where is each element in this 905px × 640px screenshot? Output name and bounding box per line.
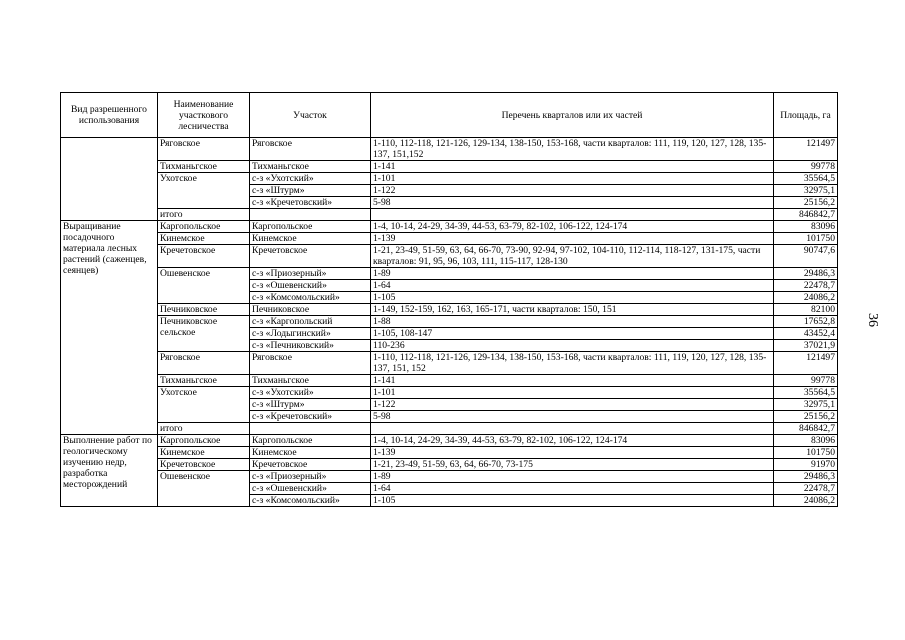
cell-site: с-з «Ошевенский» <box>250 483 371 495</box>
cell-area: 29486,3 <box>774 471 838 483</box>
cell-quarters: 1-139 <box>371 447 774 459</box>
cell-forestry: Кинемское <box>158 447 250 459</box>
cell-area: 121497 <box>774 352 838 375</box>
cell-area: 91970 <box>774 459 838 471</box>
cell-area: 82100 <box>774 304 838 316</box>
cell-site: Тихманьгское <box>250 375 371 387</box>
header-use-type: Вид разрешенного использования <box>61 93 158 138</box>
cell-forestry: Ошевенское <box>158 268 250 304</box>
cell-site: с-з «Ухотский» <box>250 387 371 399</box>
table-row <box>61 173 838 185</box>
cell-forestry: Печниковское <box>158 304 250 316</box>
cell-quarters: 1-139 <box>371 233 774 245</box>
cell-area: 25156,2 <box>774 411 838 423</box>
cell-use-type: Выполнение работ по геологическому изучению недр, разработка месторождений <box>61 435 158 507</box>
header-forestry: Наименование участкового лесничества <box>158 93 250 138</box>
cell-quarters <box>371 423 774 435</box>
cell-site: Печниковское <box>250 304 371 316</box>
cell-area: 37021,9 <box>774 340 838 352</box>
cell-quarters: 1-141 <box>371 375 774 387</box>
cell-area: 99778 <box>774 375 838 387</box>
cell-total-label: итого <box>158 423 250 435</box>
cell-area: 83096 <box>774 221 838 233</box>
cell-area: 90747,6 <box>774 245 838 268</box>
cell-quarters: 1-122 <box>371 399 774 411</box>
cell-area: 43452,4 <box>774 328 838 340</box>
cell-site: с-з «Приозерный» <box>250 268 371 280</box>
table-row <box>61 233 838 245</box>
cell-quarters: 1-110, 112-118, 121-126, 129-134, 138-150, 153-168, части кварталов: 111, 119, 120, 127, 128, 135-137, 151, 152 <box>371 352 774 375</box>
cell-area: 32975,1 <box>774 399 838 411</box>
total-row <box>61 209 838 221</box>
cell-site: Каргопольское <box>250 221 371 233</box>
cell-site: с-з «Печниковский» <box>250 340 371 352</box>
cell-area: 99778 <box>774 161 838 173</box>
table-row <box>61 435 838 447</box>
cell-quarters: 1-89 <box>371 268 774 280</box>
forest-quarters-table <box>60 92 838 507</box>
cell-site: Каргопольское <box>250 435 371 447</box>
cell-site: с-з «Штурм» <box>250 185 371 197</box>
table-row <box>61 138 838 161</box>
cell-area: 17652,8 <box>774 316 838 328</box>
cell-quarters: 1-4, 10-14, 24-29, 34-39, 44-53, 63-79, 82-102, 106-122, 124-174 <box>371 435 774 447</box>
cell-forestry: Печниковское сельское <box>158 316 250 352</box>
cell-area: 24086,2 <box>774 292 838 304</box>
cell-forestry: Каргопольское <box>158 221 250 233</box>
cell-site: Тихманьгское <box>250 161 371 173</box>
cell-site: с-з «Комсомольский» <box>250 495 371 507</box>
cell-site: Ряговское <box>250 352 371 375</box>
header-quarters: Перечень кварталов или их частей <box>371 93 774 138</box>
cell-quarters: 1-88 <box>371 316 774 328</box>
cell-area: 24086,2 <box>774 495 838 507</box>
total-row <box>61 423 838 435</box>
cell-site: Кречетовское <box>250 459 371 471</box>
cell-quarters: 1-149, 152-159, 162, 163, 165-171, части кварталов: 150, 151 <box>371 304 774 316</box>
cell-site: Кречетовское <box>250 245 371 268</box>
table-row <box>61 245 838 268</box>
cell-total-area: 846842,7 <box>774 423 838 435</box>
cell-forestry: Тихманьгское <box>158 375 250 387</box>
cell-area: 22478,7 <box>774 280 838 292</box>
cell-area: 22478,7 <box>774 483 838 495</box>
cell-quarters: 1-64 <box>371 483 774 495</box>
table-row <box>61 161 838 173</box>
cell-forestry: Каргопольское <box>158 435 250 447</box>
cell-quarters: 110-236 <box>371 340 774 352</box>
cell-total-area: 846842,7 <box>774 209 838 221</box>
table-row <box>61 447 838 459</box>
header-site: Участок <box>250 93 371 138</box>
cell-site: с-з «Ошевенский» <box>250 280 371 292</box>
cell-quarters: 1-122 <box>371 185 774 197</box>
table-row <box>61 387 838 399</box>
cell-quarters: 1-105 <box>371 495 774 507</box>
cell-site: с-з «Ухотский» <box>250 173 371 185</box>
cell-site: Ряговское <box>250 138 371 161</box>
cell-site: с-з «Кречетовский» <box>250 411 371 423</box>
table-row <box>61 304 838 316</box>
cell-area: 121497 <box>774 138 838 161</box>
cell-area: 35564,5 <box>774 387 838 399</box>
cell-site: с-з «Штурм» <box>250 399 371 411</box>
cell-site: с-з «Приозерный» <box>250 471 371 483</box>
cell-forestry: Кречетовское <box>158 245 250 268</box>
table-row <box>61 459 838 471</box>
table-row <box>61 316 838 328</box>
table-row <box>61 221 838 233</box>
cell-site: с-з «Кречетовский» <box>250 197 371 209</box>
header-area: Площадь, га <box>774 93 838 138</box>
cell-area: 83096 <box>774 435 838 447</box>
cell-area: 29486,3 <box>774 268 838 280</box>
cell-quarters: 1-141 <box>371 161 774 173</box>
cell-site: с-з «Лодыгинский» <box>250 328 371 340</box>
cell-quarters: 1-64 <box>371 280 774 292</box>
table-header-row <box>61 93 838 138</box>
cell-forestry: Ошевенское <box>158 471 250 507</box>
cell-site <box>250 423 371 435</box>
table-row <box>61 268 838 280</box>
cell-quarters: 1-110, 112-118, 121-126, 129-134, 138-150, 153-168, части кварталов: 111, 119, 120, 127, 128, 135-137, 151,152 <box>371 138 774 161</box>
cell-quarters: 1-101 <box>371 173 774 185</box>
cell-total-label: итого <box>158 209 250 221</box>
table-row <box>61 471 838 483</box>
cell-site: Кинемское <box>250 233 371 245</box>
cell-quarters: 5-98 <box>371 197 774 209</box>
cell-quarters: 5-98 <box>371 411 774 423</box>
cell-forestry: Кинемское <box>158 233 250 245</box>
cell-area: 101750 <box>774 447 838 459</box>
cell-quarters: 1-4, 10-14, 24-29, 34-39, 44-53, 63-79, 82-102, 106-122, 124-174 <box>371 221 774 233</box>
cell-quarters: 1-89 <box>371 471 774 483</box>
cell-forestry: Тихманьгское <box>158 161 250 173</box>
cell-area: 25156,2 <box>774 197 838 209</box>
cell-site <box>250 209 371 221</box>
cell-site: с-з «Комсомольский» <box>250 292 371 304</box>
table-row <box>61 352 838 375</box>
cell-quarters: 1-105 <box>371 292 774 304</box>
cell-forestry: Кречетовское <box>158 459 250 471</box>
cell-area: 101750 <box>774 233 838 245</box>
cell-forestry: Ряговское <box>158 352 250 375</box>
table-row <box>61 375 838 387</box>
page-number: 36 <box>865 313 880 327</box>
cell-use-type <box>61 138 158 221</box>
cell-quarters: 1-21, 23-49, 51-59, 63, 64, 66-70, 73-175 <box>371 459 774 471</box>
cell-site: Кинемское <box>250 447 371 459</box>
cell-quarters <box>371 209 774 221</box>
cell-forestry: Ухотское <box>158 387 250 423</box>
cell-quarters: 1-21, 23-49, 51-59, 63, 64, 66-70, 73-90, 92-94, 97-102, 104-110, 112-114, 118-127, 131-175, части кварталов: 91, 95, 96, 103, 111, 115-117, 128-130 <box>371 245 774 268</box>
cell-forestry: Ухотское <box>158 173 250 209</box>
cell-area: 32975,1 <box>774 185 838 197</box>
cell-area: 35564,5 <box>774 173 838 185</box>
table-body <box>61 138 838 507</box>
cell-use-type: Выращивание посадочного материала лесных растений (саженцев, сеянцев) <box>61 221 158 435</box>
cell-site: с-з «Каргопольский <box>250 316 371 328</box>
cell-forestry: Ряговское <box>158 138 250 161</box>
cell-quarters: 1-101 <box>371 387 774 399</box>
cell-quarters: 1-105, 108-147 <box>371 328 774 340</box>
